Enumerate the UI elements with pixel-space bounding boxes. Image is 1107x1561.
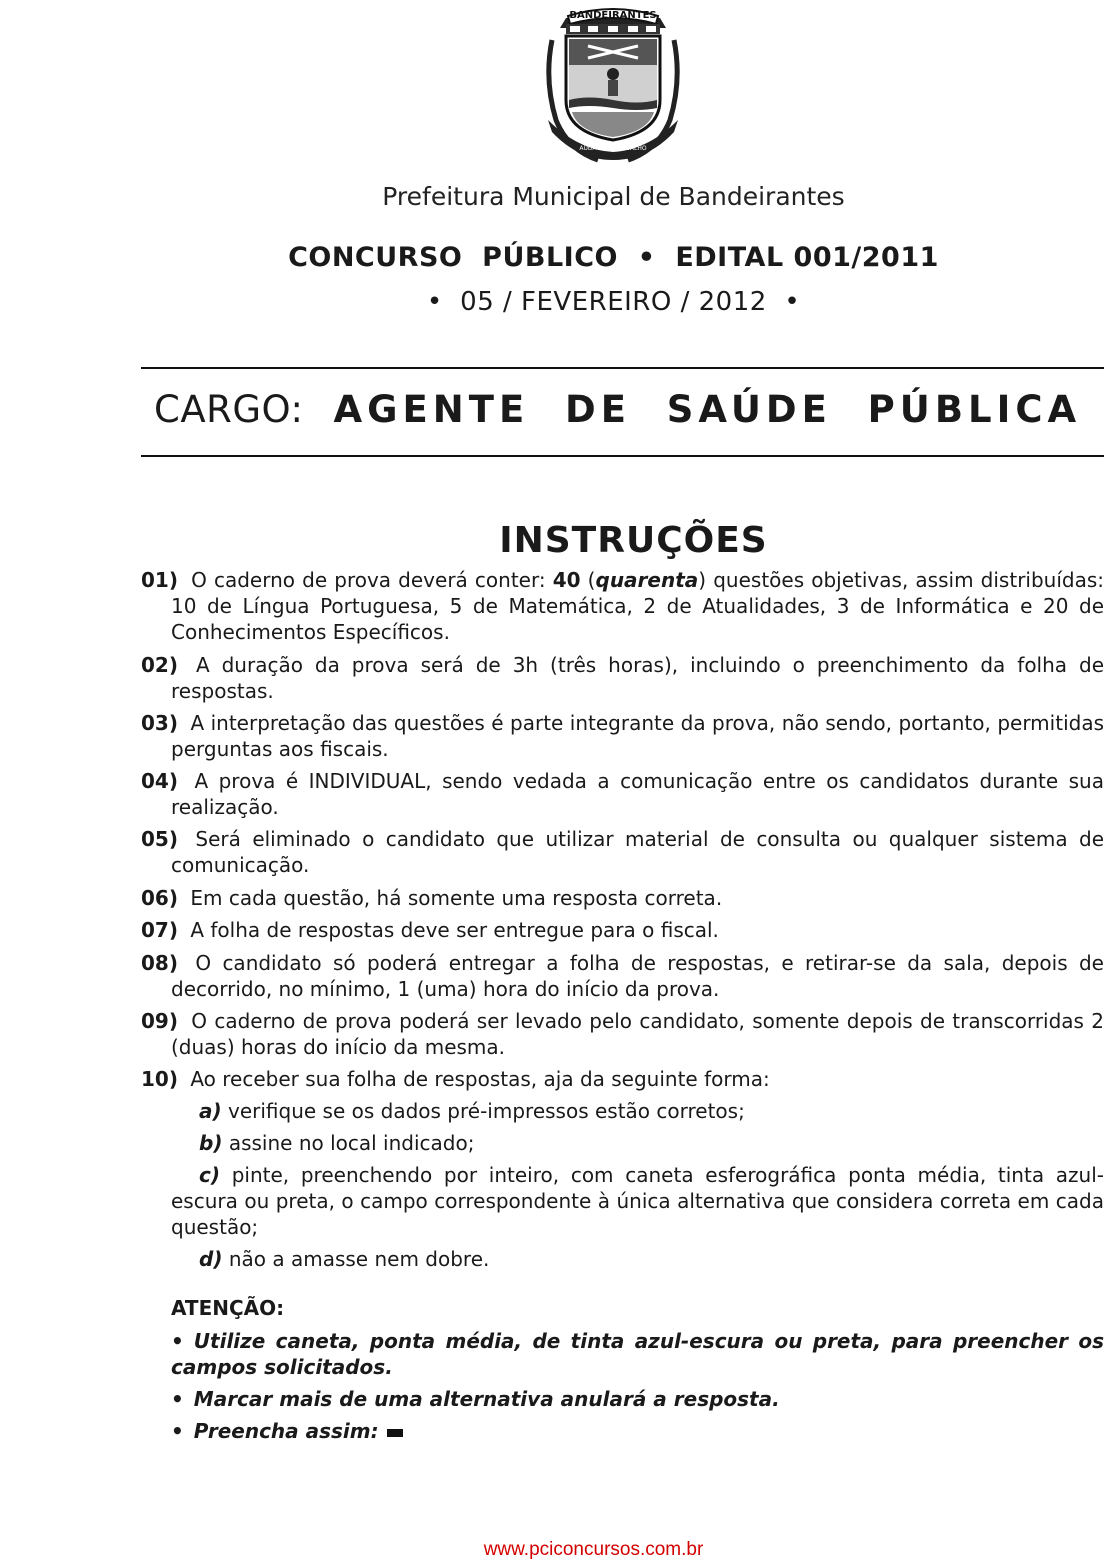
instruction-item: 06) Em cada questão, há somente uma resposta correta. — [141, 886, 723, 910]
instruction-item: 02) A duração da prova será de 3h (três horas), incluindo o preenchimento da folha de respostas. — [141, 653, 1105, 703]
crest-banner-text: BANDEIRANTES — [569, 10, 657, 21]
instruction-item: 09) O caderno de prova poderá ser levado pelo candidato, somente depois de transcorridas 2 (duas) horas do início da mesma. — [141, 1009, 1105, 1059]
position-label: CARGO: — [154, 388, 304, 431]
filled-mark-example-icon — [387, 1429, 403, 1437]
instruction-item: 05) Será eliminado o candidato que utilizar material de consulta ou qualquer sistema de comunicação. — [141, 827, 1104, 877]
instruction-item: 07) A folha de respostas deve ser entregue para o fiscal. — [141, 918, 719, 942]
instruction-item: 03) A interpretação das questões é parte integrante da prova, não sendo, portanto, permitidas perguntas aos fiscais. — [141, 711, 1104, 761]
position-heading — [154, 388, 1081, 431]
instruction-item: 04) A prova é INDIVIDUAL, sendo vedada a comunicação entre os candidatos durante sua realização. — [141, 769, 1104, 819]
footer-url[interactable]: www.pciconcursos.com.br — [483, 1539, 704, 1560]
exam-date: • 05 / FEVEREIRO / 2012 • — [426, 287, 801, 317]
instruction-subitem: c) pinte, preenchendo por inteiro, com caneta esferográfica ponta média, tinta azul-escura ou preta, o campo correspondente à única alternativa que considera correta em cada questão; — [171, 1163, 1104, 1239]
municipal-crest-logo — [538, 0, 688, 168]
instruction-subitem: a) verifique se os dados pré-impressos estão corretos; — [199, 1099, 745, 1123]
attention-bullet: • Utilize caneta, ponta média, de tinta azul-escura ou preta, para preencher os campos solicitados. — [171, 1329, 1104, 1379]
instructions-title: INSTRUÇÕES — [499, 520, 768, 561]
crest-ribbon-text: AUDÁCIA E TRABALHO — [579, 145, 647, 152]
contest-title: CONCURSO PÚBLICO • EDITAL 001/2011 — [288, 242, 939, 273]
divider-top — [141, 367, 1104, 369]
instruction-subitem: d) não a amasse nem dobre. — [199, 1247, 490, 1271]
attention-title: ATENÇÃO: — [171, 1296, 285, 1320]
instruction-item: 01) O caderno de prova deverá conter: 40 (quarenta) questões objetivas, assim distribuídas: 10 de Língua Portuguesa, 5 de Matemática, 2 de Atualidades, 3 de Informática e 20 de Conhecimentos Específicos. — [141, 568, 1105, 644]
instruction-item: 10) Ao receber sua folha de respostas, aja da seguinte forma: — [141, 1067, 770, 1091]
instruction-subitem: b) assine no local indicado; — [199, 1131, 475, 1155]
attention-bullet: • Preencha assim: — [171, 1418, 1104, 1444]
instruction-item: 08) O candidato só poderá entregar a folha de respostas, e retirar-se da sala, depois de decorrido, no mínimo, 1 (uma) hora do início da prova. — [141, 951, 1104, 1001]
municipality-name: Prefeitura Municipal de Bandeirantes — [382, 182, 845, 211]
divider-bottom — [141, 455, 1104, 457]
position-value: AGENTE DE SAÚDE PÚBLICA — [333, 388, 1082, 431]
attention-bullet: • Marcar mais de uma alternativa anulará a resposta. — [171, 1387, 780, 1411]
